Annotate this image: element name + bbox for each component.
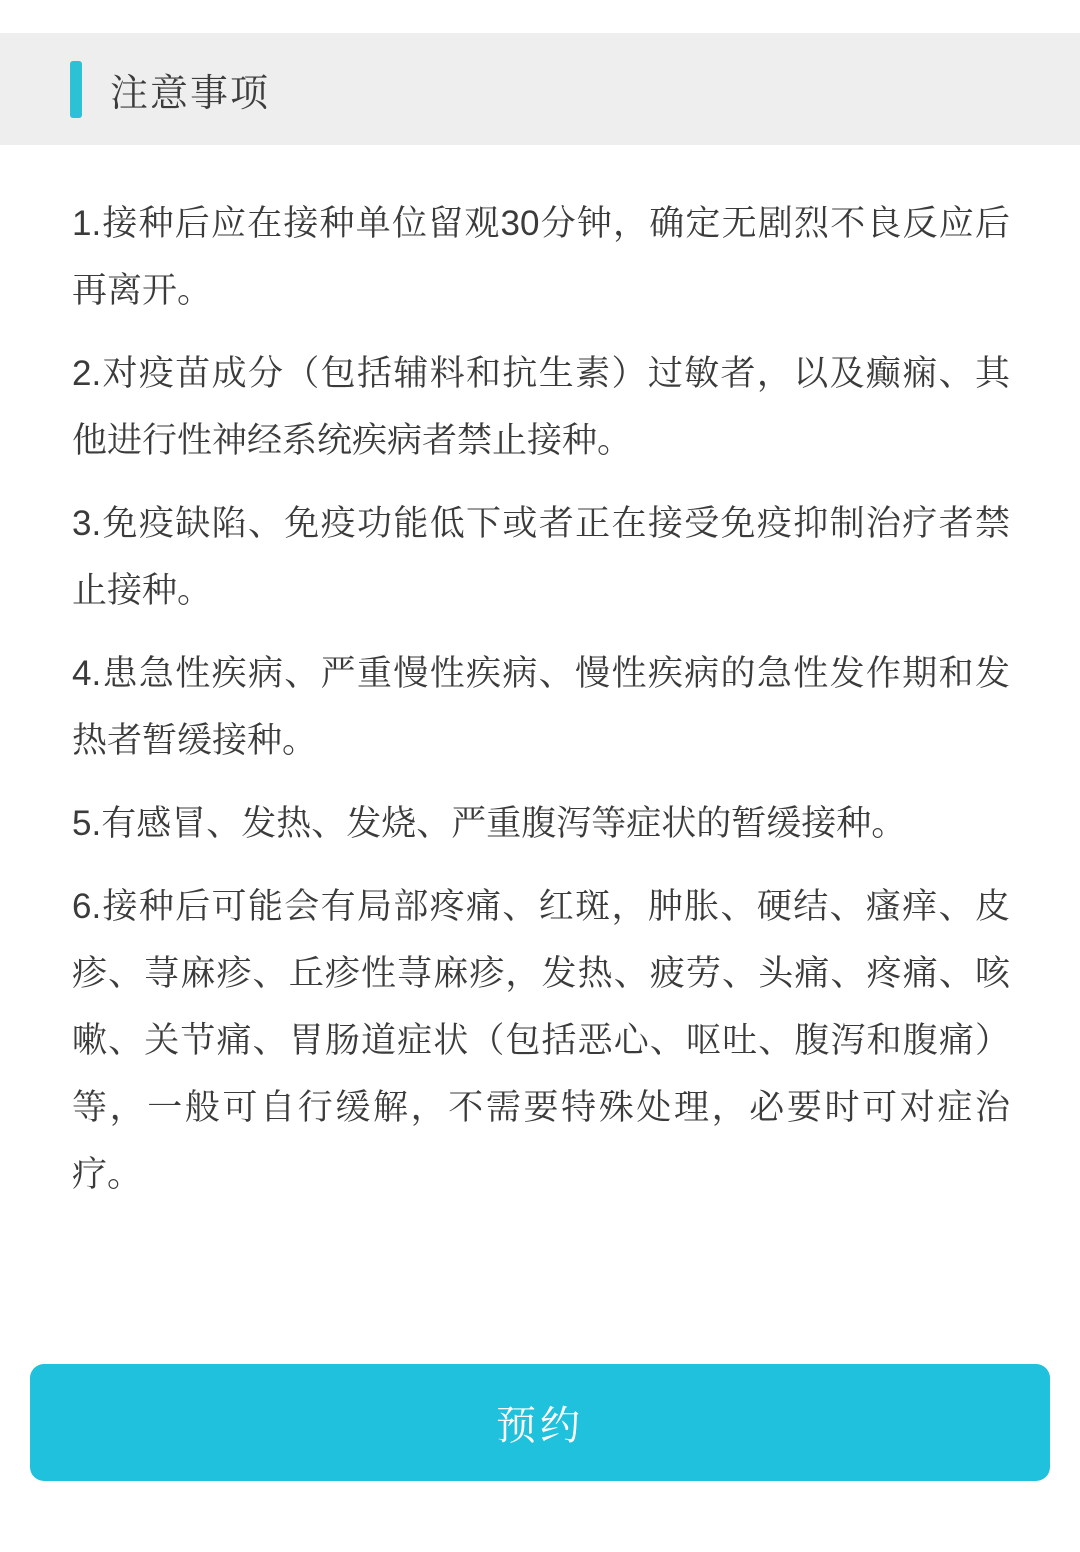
section-title: 注意事项 <box>110 72 271 115</box>
note-item-4: 4.患急性疾病、严重慢性疾病、慢性疾病的急性发作期和发热者暂缓接种。 <box>72 654 1010 760</box>
section-header <box>0 33 1080 145</box>
note-item-3: 3.免疫缺陷、免疫功能低下或者正在接受免疫抑制治疗者禁止接种。 <box>72 504 1010 610</box>
note-item-1: 1.接种后应在接种单位留观30分钟，确定无剧烈不良反应后再离开。 <box>72 204 1010 310</box>
note-item-2: 2.对疫苗成分（包括辅料和抗生素）过敏者，以及癫痫、其他进行性神经系统疾病者禁止接种。 <box>72 354 1010 460</box>
accent-bar <box>70 61 82 118</box>
notes-list <box>72 190 1010 1224</box>
reserve-button[interactable]: 预约 <box>30 1364 1050 1481</box>
note-item-6: 6.接种后可能会有局部疼痛、红斑，肿胀、硬结、瘙痒、皮疹、荨麻疹、丘疹性荨麻疹，发热、疲劳、头痛、疼痛、咳嗽、关节痛、胃肠道症状（包括恶心、呕吐、腹泻和腹痛）等，一般可自行缓解，不需要特殊处理，必要时可对症治疗。 <box>72 887 1010 1194</box>
note-item-5: 5.有感冒、发热、发烧、严重腹泻等症状的暂缓接种。 <box>72 804 907 843</box>
